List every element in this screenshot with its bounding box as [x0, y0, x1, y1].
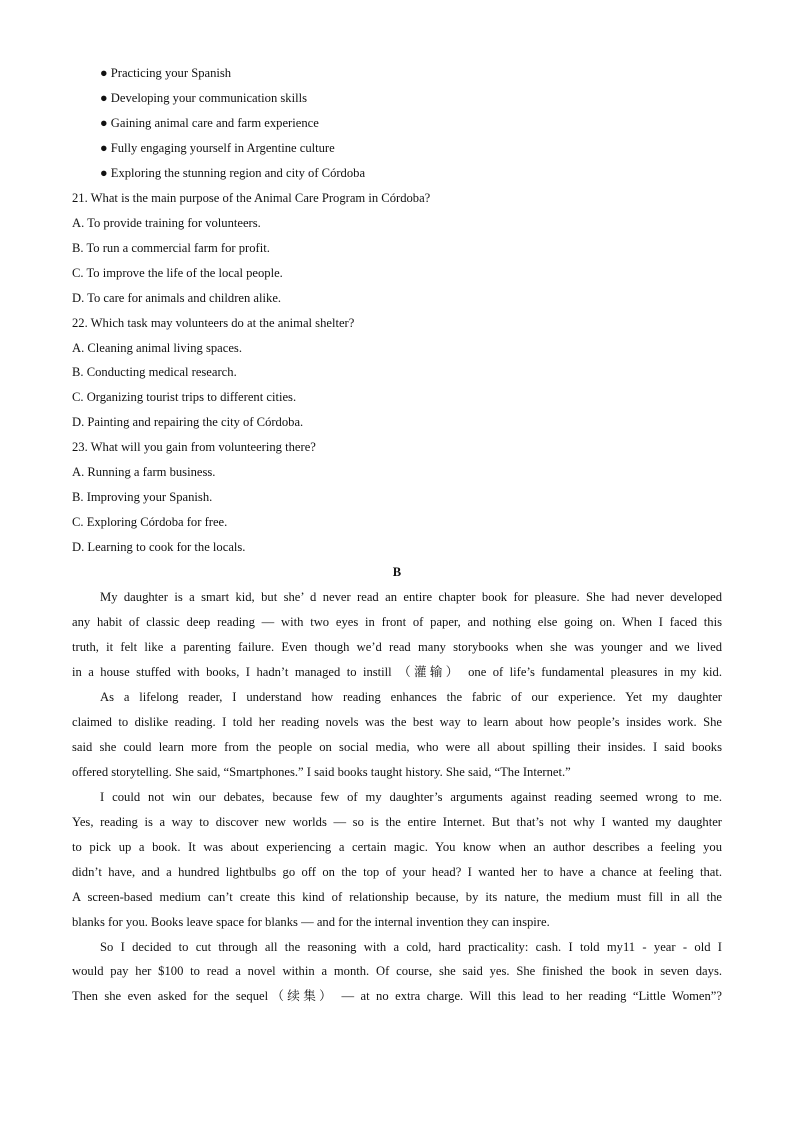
- question-21-stem: 21. What is the main purpose of the Animal Care Program in Córdoba?: [72, 191, 431, 205]
- question-22-option-d: D. Painting and repairing the city of Córdoba.: [72, 415, 304, 429]
- passage-line: claimed to dislike reading. I told her reading novels was the best way to learn about how people’s insides work. She: [72, 715, 722, 729]
- passage-line: I could not win our debates, because few of my daughter’s arguments against reading seemed wrong to me.: [100, 790, 722, 804]
- passage-line: in a house stuffed with books, I hadn’t managed to instill （灌输） one of life’s fundamental pleasures in my kid.: [72, 665, 722, 679]
- bullet-item: ● Exploring the stunning region and city of Córdoba: [100, 166, 366, 180]
- question-23-option-c: C. Exploring Córdoba for free.: [72, 515, 228, 529]
- bullet-item: ● Practicing your Spanish: [100, 66, 232, 80]
- passage-line: said she could learn more from the people on social media, who were all about spilling their insides. I said books: [72, 740, 722, 754]
- question-21-option-b: B. To run a commercial farm for profit.: [72, 241, 270, 255]
- passage-line: truth, it felt like a parenting failure. Even though we’d read many storybooks when she was younger and we lived: [72, 640, 722, 654]
- bullet-item: ● Developing your communication skills: [100, 91, 307, 105]
- question-23-stem: 23. What will you gain from volunteering there?: [72, 440, 316, 454]
- question-21-option-c: C. To improve the life of the local people.: [72, 266, 283, 280]
- question-21-option-d: D. To care for animals and children alike.: [72, 291, 282, 305]
- question-23-option-d: D. Learning to cook for the locals.: [72, 540, 246, 554]
- passage-line: to pick up a book. It was about experiencing a certain magic. You know when an author describes a feeling you: [72, 840, 722, 854]
- passage-line: Then she even asked for the sequel（续集） — at no extra charge. Will this lead to her reading “Little Women”?: [72, 989, 722, 1003]
- passage-line: blanks for you. Books leave space for blanks — and for the internal invention they can inspire.: [72, 915, 550, 929]
- passage-line: My daughter is a smart kid, but she’ d never read an entire chapter book for pleasure. She had never developed: [100, 590, 722, 604]
- question-23-option-b: B. Improving your Spanish.: [72, 490, 213, 504]
- question-21-option-a: A. To provide training for volunteers.: [72, 216, 261, 230]
- question-22-option-b: B. Conducting medical research.: [72, 365, 237, 379]
- passage-line: would pay her $100 to read a novel within a month. Of course, she said yes. She finished the book in seven days.: [72, 964, 722, 978]
- bullet-item: ● Fully engaging yourself in Argentine culture: [100, 141, 335, 155]
- passage-line: any habit of classic deep reading — with two eyes in front of paper, and nothing else going on. When I faced this: [72, 615, 722, 629]
- question-22-stem: 22. Which task may volunteers do at the animal shelter?: [72, 316, 355, 330]
- passage-line: offered storytelling. She said, “Smartphones.” I said books taught history. She said, “The Internet.”: [72, 765, 571, 779]
- section-heading: B: [392, 565, 402, 579]
- passage-line: A screen-based medium can’t create this kind of relationship because, by its nature, the medium must fill in all the: [72, 890, 722, 904]
- passage-line: didn’t have, and a hundred lightbulbs go off on the top of your head? I wanted her to have a chance at feeling that.: [72, 865, 722, 879]
- passage-line: So I decided to cut through all the reasoning with a cold, hard practicality: cash. I told my11 - year - old I: [100, 940, 722, 954]
- passage-line: As a lifelong reader, I understand how reading enhances the fabric of our experience. Yet my daughter: [100, 690, 722, 704]
- question-23-option-a: A. Running a farm business.: [72, 465, 216, 479]
- question-22-option-a: A. Cleaning animal living spaces.: [72, 341, 242, 355]
- question-22-option-c: C. Organizing tourist trips to different cities.: [72, 390, 297, 404]
- bullet-item: ● Gaining animal care and farm experience: [100, 116, 319, 130]
- passage-line: Yes, reading is a way to discover new worlds — so is the entire Internet. But that’s not why I wanted my daughter: [72, 815, 722, 829]
